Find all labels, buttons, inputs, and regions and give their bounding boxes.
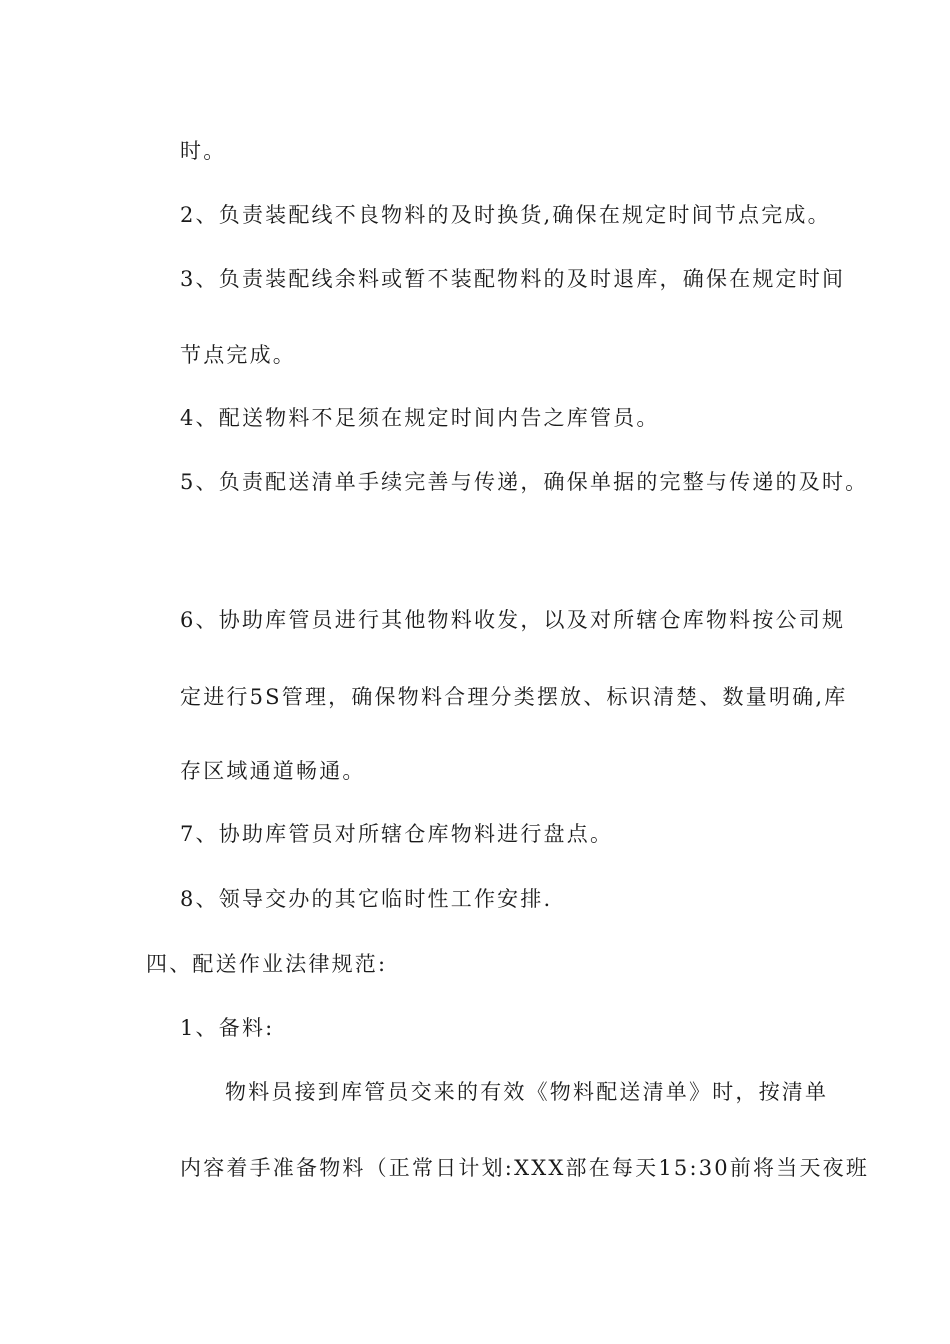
section-heading: 四、配送作业法律规范: — [146, 952, 388, 976]
subsection-heading: 1、备料: — [180, 1016, 275, 1040]
text-line: 物料员接到库管员交来的有效《物料配送清单》时，按清单 — [225, 1080, 829, 1104]
text-line: 6、协助库管员进行其他物料收发，以及对所辖仓库物料按公司规 — [180, 608, 846, 632]
text-line: 3、负责装配线余料或暂不装配物料的及时退库，确保在规定时间 — [180, 267, 846, 291]
text-line: 定进行5S管理，确保物料合理分类摆放、标识清楚、数量明确,库 — [180, 685, 848, 709]
text-line: 5、负责配送清单手续完善与传递，确保单据的完整与传递的及时。 — [180, 470, 869, 494]
text-line: 8、领导交办的其它临时性工作安排. — [180, 887, 553, 911]
text-line: 内容着手准备物料（正常日计划:XXX部在每天15:30前将当天夜班 — [180, 1156, 870, 1180]
text-line: 2、负责装配线不良物料的及时换货,确保在规定时间节点完成。 — [180, 203, 831, 227]
text-line: 节点完成。 — [180, 343, 296, 367]
text-line: 存区域通道畅通。 — [180, 759, 366, 783]
text-line: 4、配送物料不足须在规定时间内告之库管员。 — [180, 406, 660, 430]
text-line: 7、协助库管员对所辖仓库物料进行盘点。 — [180, 822, 614, 846]
text-line: 时。 — [180, 139, 227, 163]
